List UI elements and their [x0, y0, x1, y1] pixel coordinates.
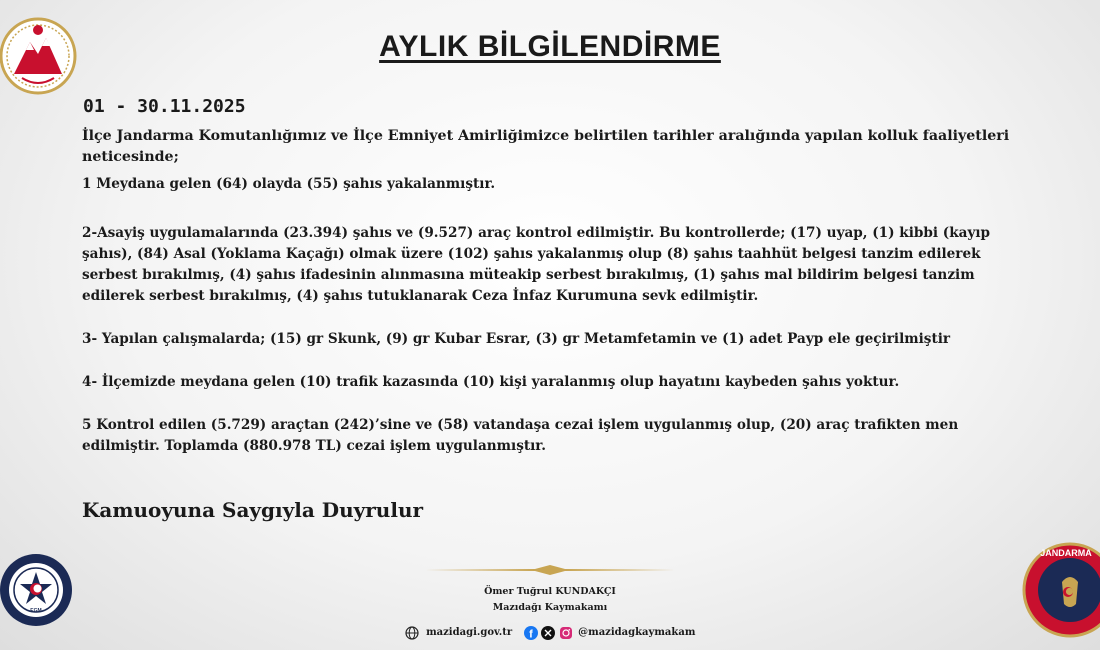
announcement-body — [82, 126, 1012, 457]
jandarma-logo — [1022, 542, 1100, 638]
list-item-3: 3- Yapılan çalışmalarda; (15) gr Skunk, (9) gr Kubar Esrar, (3) gr Metamfetamin ve (1) adet Payp ele geçirilmiştir — [82, 331, 951, 347]
globe-icon — [405, 626, 419, 640]
list-item-2: 2-Asayiş uygulamalarında (23.394) şahıs ve (9.527) araç kontrol edilmiştir. Bu kontrollerde; (17) uyap, (1) kibbi (kayıp şahıs), (84) Asal (Yoklama Kaçağı) olmak üzere (102) şahıs yakalanmış olup (8) şahıs taahhüt belgesi tanzim edilerek serbest bırakılmış, (4) şahıs ifadesinin alınmasına müteakip serbest bırakılmış, (1) şahıs mal bildirim belgesi tanzim edilerek serbest bırakılmış, (4) şahıs tutuklanarak Ceza İnfaz Kurumuna sevk edilmiştir. — [82, 225, 991, 304]
signature-block — [0, 584, 1100, 616]
x-twitter-icon[interactable] — [541, 626, 555, 640]
intro-paragraph: İlçe Jandarma Komutanlığımız ve İlçe Emniyet Amirliğimizce belirtilen tarihler aralığında yapılan kolluk faaliyetleri neticesinde; — [82, 128, 1010, 165]
social-handle[interactable]: @mazidagkaymakam — [578, 627, 696, 638]
facebook-icon[interactable] — [524, 626, 538, 640]
jandarma-logo-text: JANDARMA — [1040, 548, 1092, 558]
gold-divider-ornament — [425, 562, 675, 578]
website-link[interactable]: mazidagi.gov.tr — [426, 627, 513, 638]
list-item-1: 1 Meydana gelen (64) olayda (55) şahıs yakalanmıştır. — [82, 176, 496, 192]
page-title: AYLIK BİLGİLENDİRME — [379, 30, 721, 63]
egm-logo-text: EGM — [30, 608, 42, 614]
date-range: 01 - 30.11.2025 — [83, 96, 246, 117]
list-item-5: 5 Kontrol edilen (5.729) araçtan (242)’sine ve (58) vatandaşa cezai işlem uygulanmış olup, (20) araç trafikten men edilmiştir. Toplamda (880.978 TL) cezai işlem uygulanmıştır. — [82, 417, 959, 454]
list-item-4: 4- İlçemizde meydana gelen (10) trafik kazasında (10) kişi yaralanmış olup hayatını kaybeden şahıs yoktur. — [82, 374, 900, 390]
instagram-icon[interactable] — [559, 626, 573, 640]
svg-text:f: f — [528, 628, 533, 640]
closing-statement: Kamuoyuna Saygıyla Duyrulur — [82, 498, 424, 522]
signer-title: Mazıdağı Kaymakamı — [492, 602, 608, 613]
signer-name: Ömer Tuğrul KUNDAKÇI — [484, 586, 616, 597]
social-bar — [0, 624, 1100, 642]
egm-police-logo — [0, 544, 74, 636]
